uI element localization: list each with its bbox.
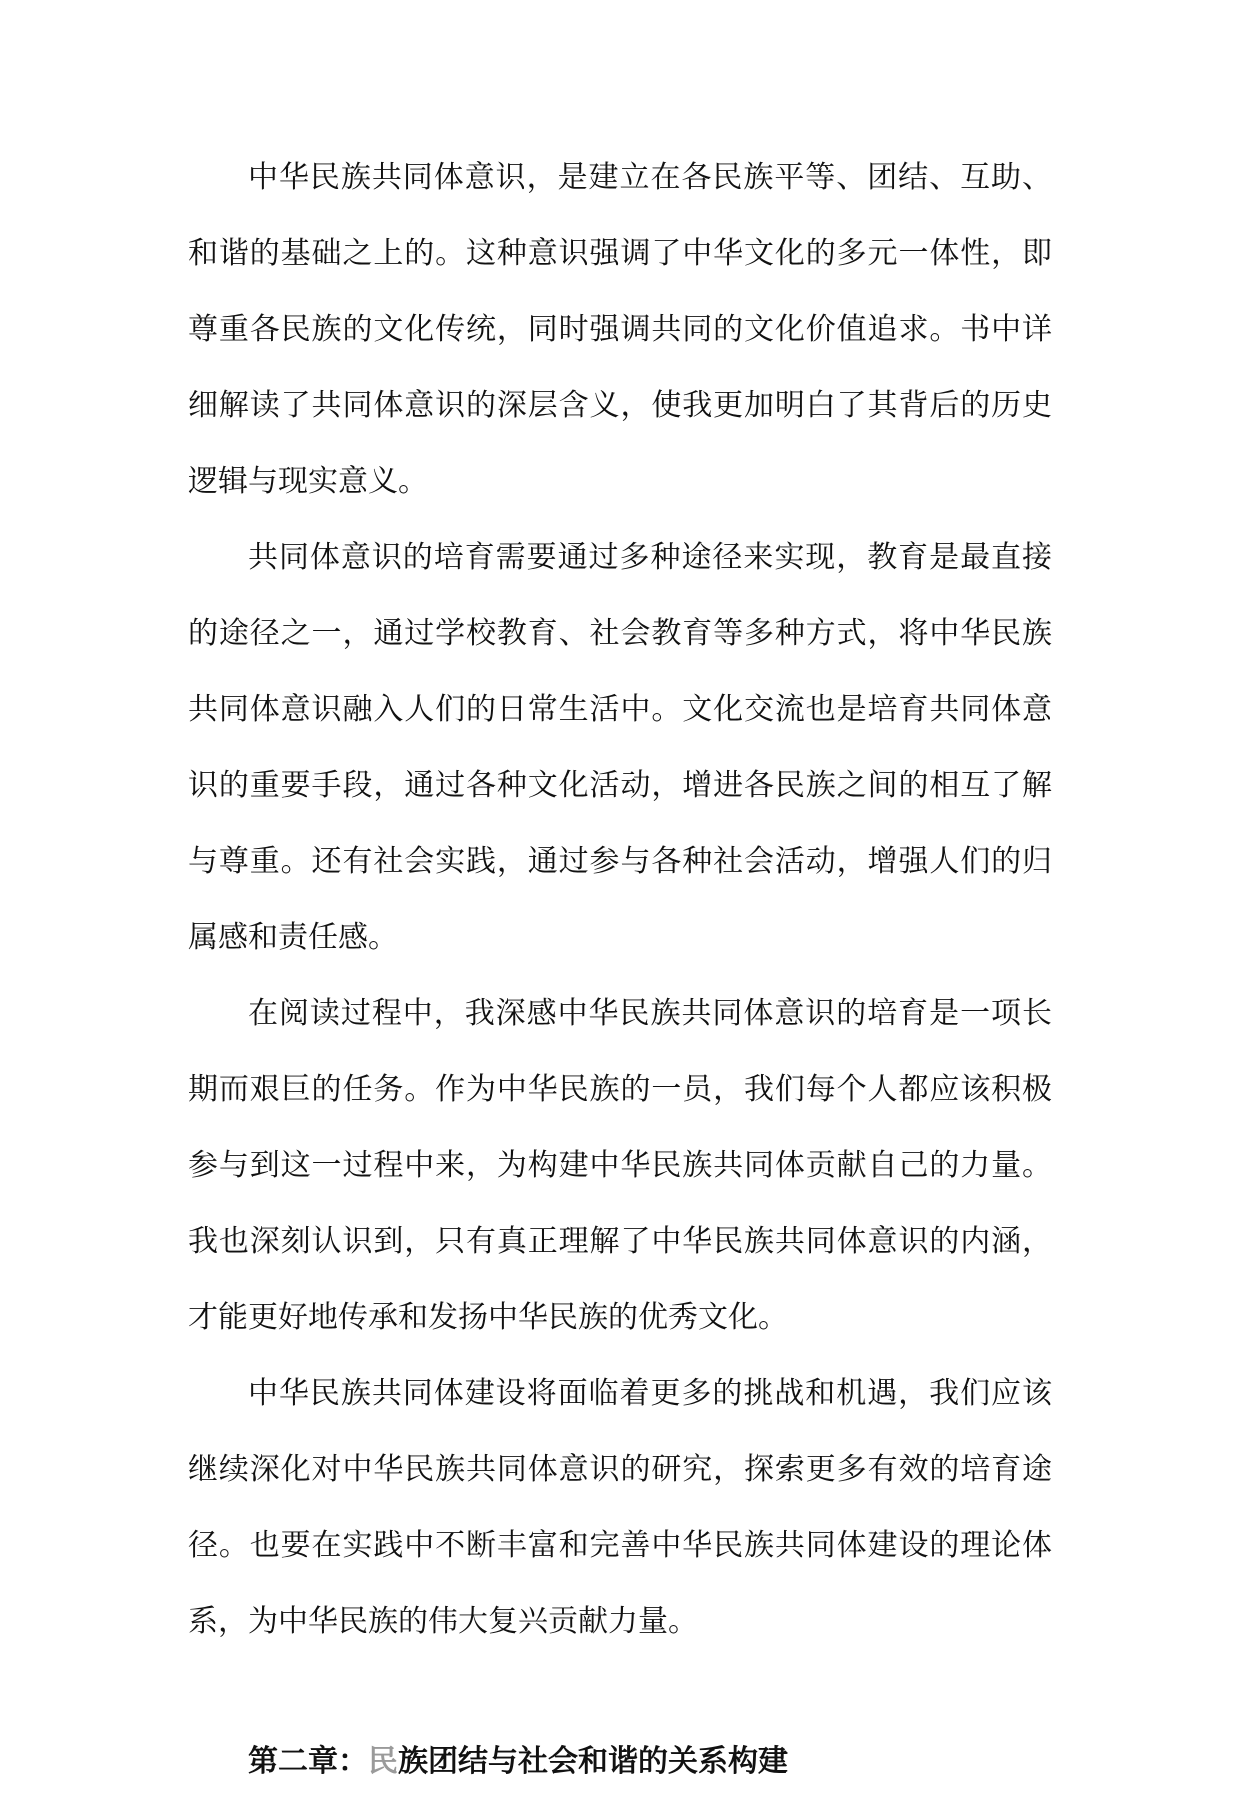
paragraph-3: 在阅读过程中，我深感中华民族共同体意识的培育是一项长期而艰巨的任务。作为中华民族的一员，我们每个人都应该积极参与到这一过程中来，为构建中华民族共同体贡献自己的力量。我也深刻认识到，只有真正理解了中华民族共同体意识的内涵，才能更好地传承和发扬中华民族的优秀文化。 xyxy=(188,996,1052,1335)
document-page xyxy=(188,140,1052,1800)
paragraph-2: 共同体意识的培育需要通过多种途径来实现，教育是最直接的途径之一，通过学校教育、社会教育等多种方式，将中华民族共同体意识融入人们的日常生活中。文化交流也是培育共同体意识的重要手段，通过各种文化活动，增进各民族之间的相互了解与尊重。还有社会实践，通过参与各种社会活动，增强人们的归属感和责任感。 xyxy=(188,540,1052,955)
paragraph-1: 中华民族共同体意识，是建立在各民族平等、团结、互助、和谐的基础之上的。这种意识强调了中华文化的多元一体性，即尊重各民族的文化传统，同时强调共同的文化价值追求。书中详细解读了共同体意识的深层含义，使我更加明白了其背后的历史逻辑与现实意义。 xyxy=(188,160,1052,499)
chapter-heading-faded-char: 民 xyxy=(368,1744,398,1779)
chapter-heading-prefix: 第二章： xyxy=(248,1744,368,1779)
chapter-heading xyxy=(188,1724,1052,1800)
paragraph-4: 中华民族共同体建设将面临着更多的挑战和机遇，我们应该继续深化对中华民族共同体意识的研究，探索更多有效的培育途径。也要在实践中不断丰富和完善中华民族共同体建设的理论体系，为中华民族的伟大复兴贡献力量。 xyxy=(188,1376,1052,1639)
chapter-heading-rest: 族团结与社会和谐的关系构建 xyxy=(398,1744,788,1779)
